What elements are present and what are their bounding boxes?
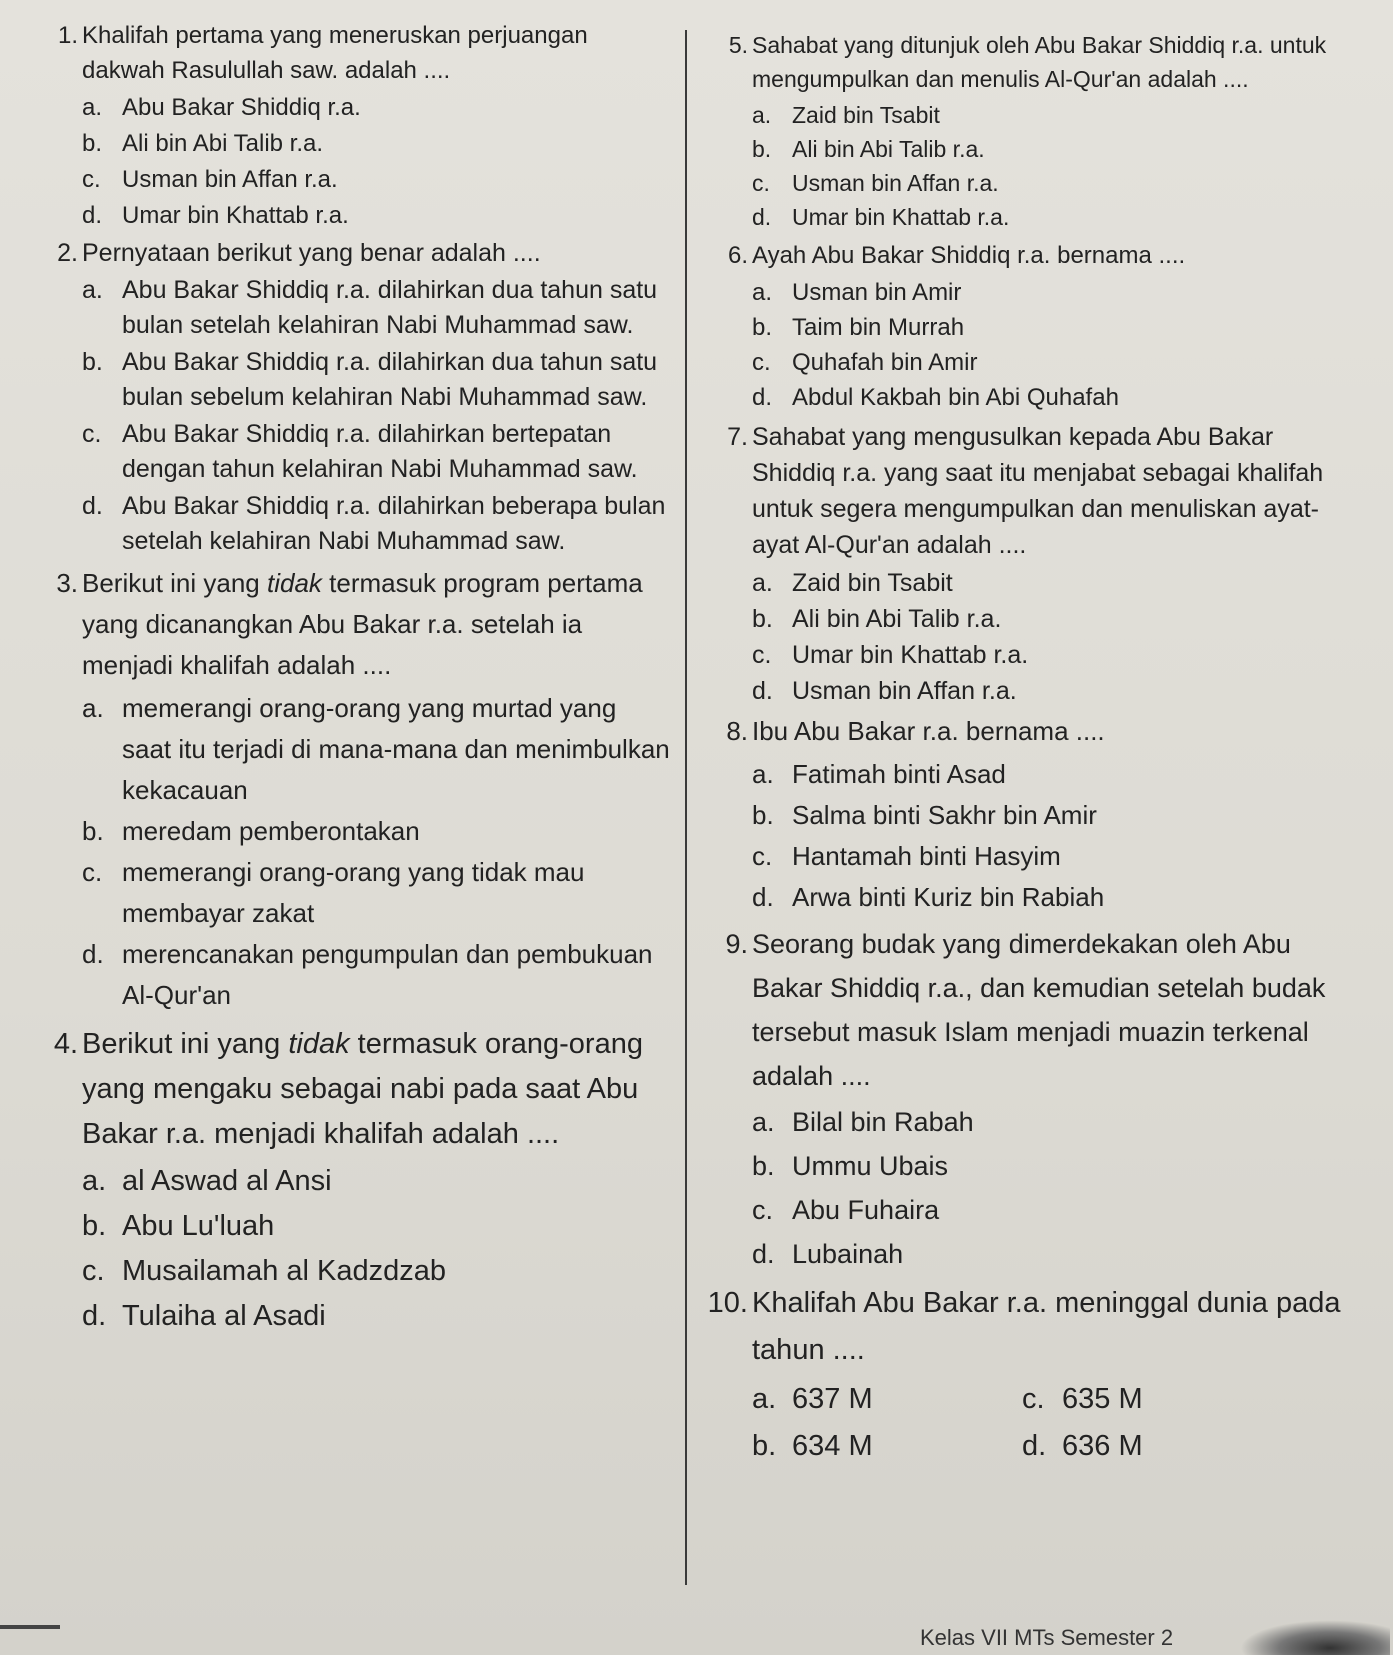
option-letter: a.	[752, 279, 773, 306]
page-footer: Kelas VII MTs Semester 2	[920, 1625, 1174, 1650]
answer-option[interactable]	[1022, 1423, 1282, 1470]
question-text: Khalifah Abu Bakar r.a. meninggal dunia pada tahun ....	[752, 1287, 1341, 1366]
answer-option[interactable]	[752, 132, 1350, 166]
options-list	[82, 1159, 670, 1339]
answer-option[interactable]	[82, 126, 670, 162]
option-letter: a.	[752, 569, 773, 597]
option-letter: a.	[752, 102, 772, 128]
question-text-emphasis: tidak	[266, 568, 322, 598]
options-list	[752, 754, 1350, 918]
question-number: 2.	[57, 239, 78, 267]
answer-option[interactable]	[752, 637, 1350, 673]
option-text: Ali bin Abi Talib r.a.	[792, 605, 1002, 633]
question-number: 9.	[725, 929, 748, 959]
question-text	[82, 1022, 670, 1157]
answer-option[interactable]	[752, 1376, 1022, 1423]
question-number: 1.	[57, 22, 78, 49]
answer-option[interactable]	[752, 310, 1350, 345]
option-text: 636 M	[1062, 1430, 1143, 1462]
question-text-part: Berikut ini yang	[82, 1028, 289, 1060]
question-text-part: termasuk orang-orang yang mengaku sebagai nabi pada saat Abu Bakar r.a. menjadi khalifah adalah ....	[82, 1028, 643, 1150]
option-letter: c.	[1022, 1383, 1045, 1415]
option-letter: a.	[82, 276, 103, 304]
option-letter: a.	[82, 693, 104, 723]
option-text: Bilal bin Rabah	[792, 1107, 974, 1137]
option-text: Umar bin Khattab r.a.	[792, 204, 1010, 230]
question-number: 3.	[56, 568, 78, 598]
options-list	[82, 90, 670, 234]
option-letter: d.	[752, 1239, 775, 1269]
option-text: Abu Bakar Shiddiq r.a. dilahirkan dua tahun satu bulan setelah kelahiran Nabi Muhammad saw.	[122, 276, 658, 339]
option-letter: b.	[752, 136, 772, 162]
option-text: memerangi orang-orang yang murtad yang saat itu terjadi di mana-mana dan menimbulkan kekacauan	[122, 693, 670, 805]
options-list	[752, 1100, 1350, 1276]
option-text: Ali bin Abi Talib r.a.	[122, 130, 324, 157]
option-letter: b.	[752, 1151, 775, 1181]
option-letter: b.	[752, 605, 773, 633]
question-text: Sahabat yang ditunjuk oleh Abu Bakar Shiddiq r.a. untuk mengumpulkan dan menulis Al-Qur'an adalah ....	[752, 32, 1327, 92]
bottom-left-rule	[0, 1625, 60, 1629]
options-list	[82, 273, 670, 559]
option-text: Ummu Ubais	[792, 1151, 949, 1181]
answer-option[interactable]	[82, 1249, 670, 1294]
option-letter: b.	[752, 314, 773, 341]
question-1	[30, 18, 670, 234]
question-text: Seorang budak yang dimerdekakan oleh Abu Bakar Shiddiq r.a., dan kemudian setelah budak tersebut masuk Islam menjadi muazin terkenal adalah ....	[752, 929, 1326, 1091]
question-8	[700, 711, 1350, 918]
option-letter: b.	[752, 800, 774, 830]
options-list	[752, 98, 1350, 234]
option-letter: d.	[1022, 1430, 1047, 1462]
option-text: Zaid bin Tsabit	[792, 569, 953, 597]
question-text: Ibu Abu Bakar r.a. bernama ....	[752, 716, 1105, 746]
answer-option[interactable]	[82, 852, 670, 934]
option-letter: a.	[752, 1107, 775, 1137]
option-letter: c.	[82, 420, 102, 448]
option-text: Tulaiha al Asadi	[122, 1300, 326, 1332]
question-text-emphasis: tidak	[288, 1028, 350, 1060]
option-letter: c.	[82, 1255, 105, 1287]
option-text: Usman bin Affan r.a.	[122, 166, 338, 193]
question-2	[30, 236, 670, 559]
question-number: 5.	[728, 32, 748, 58]
question-7	[700, 419, 1350, 709]
option-text: Lubainah	[792, 1239, 904, 1269]
question-text-part: Berikut ini yang	[82, 568, 267, 598]
answer-option[interactable]	[82, 1294, 670, 1339]
option-letter: b.	[82, 348, 103, 376]
question-text	[82, 563, 670, 686]
option-letter: a.	[82, 94, 103, 121]
question-text: Pernyataan berikut yang benar adalah ....	[82, 239, 541, 267]
option-letter: a.	[752, 759, 774, 789]
options-list	[752, 565, 1350, 709]
answer-option[interactable]	[82, 934, 670, 1016]
answer-option[interactable]	[752, 601, 1350, 637]
option-letter: b.	[82, 816, 104, 846]
option-text: Usman bin Affan r.a.	[792, 170, 999, 196]
answer-option[interactable]	[752, 565, 1350, 601]
option-text: Taim bin Murrah	[792, 314, 965, 341]
option-letter: d.	[82, 1300, 107, 1332]
option-text: 634 M	[792, 1430, 873, 1462]
answer-option[interactable]	[82, 90, 670, 126]
answer-option[interactable]	[82, 162, 670, 198]
option-letter: d.	[752, 677, 773, 705]
page-corner-shadow	[1240, 1620, 1390, 1655]
options-list	[752, 275, 1350, 415]
option-letter: d.	[82, 939, 104, 969]
question-number: 6.	[727, 242, 748, 269]
option-text: Abu Bakar Shiddiq r.a. dilahirkan beberapa bulan setelah kelahiran Nabi Muhammad saw.	[122, 492, 666, 555]
answer-option[interactable]	[752, 275, 1350, 310]
option-text: Abu Lu'luah	[122, 1210, 275, 1242]
option-letter: d.	[752, 204, 772, 230]
answer-option[interactable]	[82, 688, 670, 811]
answer-option[interactable]	[82, 417, 670, 487]
answer-option[interactable]	[752, 836, 1350, 877]
answer-option[interactable]	[82, 273, 670, 343]
answer-option[interactable]	[752, 795, 1350, 836]
option-text: Umar bin Khattab r.a.	[122, 202, 349, 229]
option-text: Quhafah bin Amir	[792, 349, 978, 376]
option-letter: d.	[82, 492, 103, 520]
option-text: Abu Bakar Shiddiq r.a. dilahirkan bertepatan dengan tahun kelahiran Nabi Muhammad saw.	[122, 420, 638, 483]
option-text: meredam pemberontakan	[122, 816, 420, 846]
option-text: Ali bin Abi Talib r.a.	[792, 136, 985, 162]
question-text: Ayah Abu Bakar Shiddiq r.a. bernama ....	[752, 242, 1186, 269]
question-number: 10.	[707, 1287, 748, 1319]
option-letter: c.	[82, 166, 101, 193]
option-letter: b.	[82, 130, 103, 157]
answer-option[interactable]	[752, 1423, 1022, 1470]
option-letter: d.	[82, 202, 103, 229]
option-letter: c.	[752, 170, 770, 196]
option-letter: a.	[82, 1165, 107, 1197]
option-text: al Aswad al Ansi	[122, 1165, 332, 1197]
answer-option[interactable]	[752, 754, 1350, 795]
options-grid	[752, 1376, 1350, 1470]
option-text: memerangi orang-orang yang tidak mau membayar zakat	[122, 857, 585, 928]
answer-option[interactable]	[752, 200, 1350, 234]
option-text: 637 M	[792, 1383, 873, 1415]
option-text: Salma binti Sakhr bin Amir	[792, 800, 1097, 830]
left-column	[30, 18, 670, 1339]
option-text: merencanakan pengumpulan dan pembukuan Al-Qur'an	[122, 939, 653, 1010]
option-text: Musailamah al Kadzdzab	[122, 1255, 447, 1287]
question-9	[700, 922, 1350, 1276]
question-6	[700, 238, 1350, 415]
right-column	[700, 28, 1350, 1470]
option-text: Arwa binti Kuriz bin Rabiah	[792, 882, 1105, 912]
options-list	[82, 688, 670, 1016]
option-letter: b.	[82, 1210, 107, 1242]
answer-option[interactable]	[752, 1144, 1350, 1188]
question-4	[30, 1022, 670, 1339]
option-letter: c.	[752, 641, 772, 669]
option-text: Zaid bin Tsabit	[792, 102, 940, 128]
option-letter: c.	[752, 1195, 774, 1225]
option-letter: c.	[752, 349, 771, 376]
option-letter: c.	[752, 841, 773, 871]
question-number: 8.	[726, 716, 748, 746]
question-3	[30, 563, 670, 1016]
option-text: Abu Fuhaira	[792, 1195, 940, 1225]
question-number: 4.	[53, 1028, 78, 1060]
question-text: Sahabat yang mengusulkan kepada Abu Bakar Shiddiq r.a. yang saat itu menjabat sebagai khalifah untuk segera mengumpulkan dan menuliskan ayat-ayat Al-Qur'an adalah ....	[752, 423, 1324, 559]
question-text: Khalifah pertama yang meneruskan perjuangan dakwah Rasulullah saw. adalah ....	[82, 22, 588, 84]
option-letter: d.	[752, 882, 774, 912]
answer-option[interactable]	[752, 380, 1350, 415]
answer-option[interactable]	[82, 811, 670, 852]
answer-option[interactable]	[82, 1159, 670, 1204]
answer-option[interactable]	[752, 877, 1350, 918]
question-5	[700, 28, 1350, 234]
option-letter: a.	[752, 1383, 777, 1415]
option-letter: b.	[752, 1430, 777, 1462]
option-text: Abdul Kakbah bin Abi Quhafah	[792, 384, 1119, 411]
answer-option[interactable]	[1022, 1376, 1282, 1423]
answer-option[interactable]	[752, 1100, 1350, 1144]
answer-option[interactable]	[752, 98, 1350, 132]
answer-option[interactable]	[82, 489, 670, 559]
option-letter: c.	[82, 857, 103, 887]
answer-option[interactable]	[752, 1188, 1350, 1232]
option-text: Abu Bakar Shiddiq r.a. dilahirkan dua tahun satu bulan sebelum kelahiran Nabi Muhammad saw.	[122, 348, 658, 411]
option-text: Abu Bakar Shiddiq r.a.	[122, 94, 361, 121]
answer-option[interactable]	[752, 345, 1350, 380]
question-10	[700, 1280, 1350, 1470]
option-text: Usman bin Amir	[792, 279, 962, 306]
answer-option[interactable]	[752, 1232, 1350, 1276]
answer-option[interactable]	[752, 166, 1350, 200]
answer-option[interactable]	[82, 198, 670, 234]
option-text: Umar bin Khattab r.a.	[792, 641, 1029, 669]
question-text-part: termasuk program pertama yang dicanangkan Abu Bakar r.a. setelah ia menjadi khalifah adalah ....	[82, 568, 643, 680]
option-text: Usman bin Affan r.a.	[792, 677, 1017, 705]
option-text: 635 M	[1062, 1383, 1143, 1415]
answer-option[interactable]	[82, 1204, 670, 1249]
option-letter: d.	[752, 384, 773, 411]
answer-option[interactable]	[82, 345, 670, 415]
answer-option[interactable]	[752, 673, 1350, 709]
option-text: Hantamah binti Hasyim	[792, 841, 1061, 871]
column-divider	[685, 30, 687, 1585]
question-number: 7.	[727, 423, 748, 451]
option-text: Fatimah binti Asad	[792, 759, 1006, 789]
